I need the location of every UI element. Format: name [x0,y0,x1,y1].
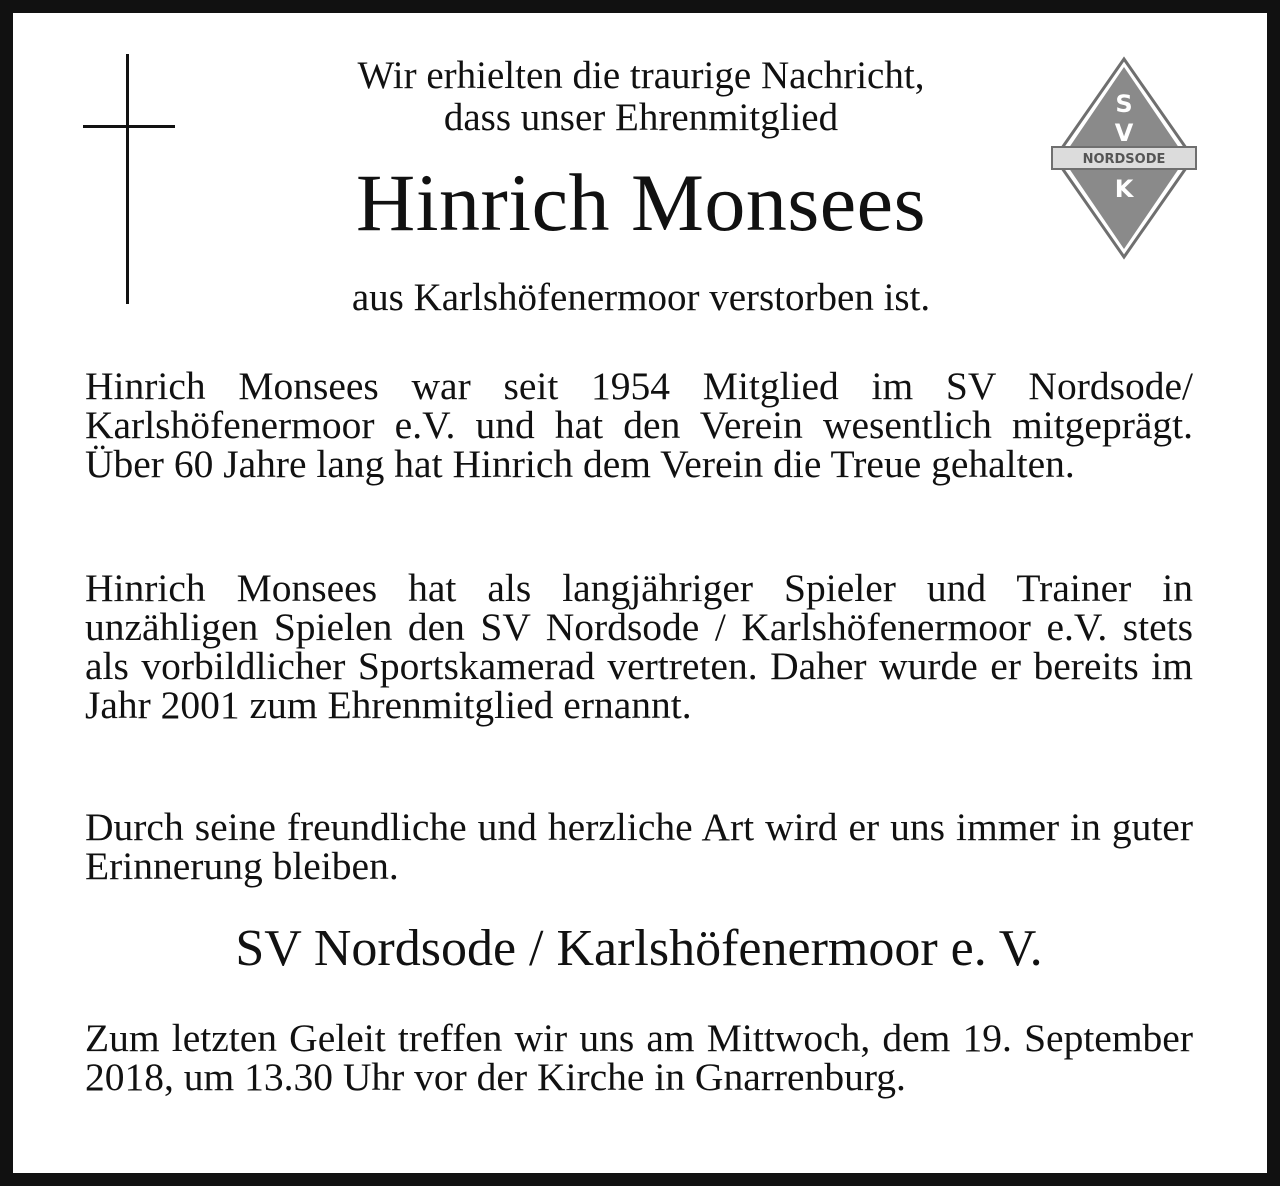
paragraph-membership: Hinrich Monsees war seit 1954 Mitglied im SV Nordsode/ Karlshöfenermoor e.V. und hat den Verein wesentlich mitgeprägt. Über 60 Jahre lang hat Hinrich dem Verein die Treue gehalten. [85,364,1193,486]
logo-band-text: NORDSODE [1082,152,1166,167]
paragraph-remembrance: Durch seine freundliche und herzliche Art wird er uns immer in guter Erinnerung bleiben. [85,805,1193,888]
intro-line-1: Wir erhielten die traurige Nachricht, [357,54,925,97]
club-signature: SV Nordsode / Karlshöfenermoor e. V. [235,920,1043,977]
logo-letter-k: K [1114,175,1134,203]
paragraph-funeral: Zum letzten Geleit treffen wir uns am Mittwoch, dem 19. September 2018, um 13.30 Uhr vor der Kirche in Gnarrenburg. [85,1016,1193,1099]
deceased-name: Hinrich Monsees [355,157,926,248]
logo-letter-v: V [1114,119,1134,147]
intro-line-2: dass unser Ehrenmitglied [443,96,839,139]
intro-text [163,55,1119,139]
paragraph-career: Hinrich Monsees hat als langjähriger Spieler und Trainer in unzähligen Spielen den SV Nordsode / Karlshöfenermoor e.V. stets als vorbildlicher Sportskamerad vertreten. Daher wurde er bereits im Jahr 2001 zum Ehrenmitglied ernannt. [85,566,1193,727]
logo-letter-s: S [1115,90,1133,118]
origin-line: aus Karlshöfenermoor verstorben ist. [351,276,931,319]
cross-icon [83,54,175,304]
